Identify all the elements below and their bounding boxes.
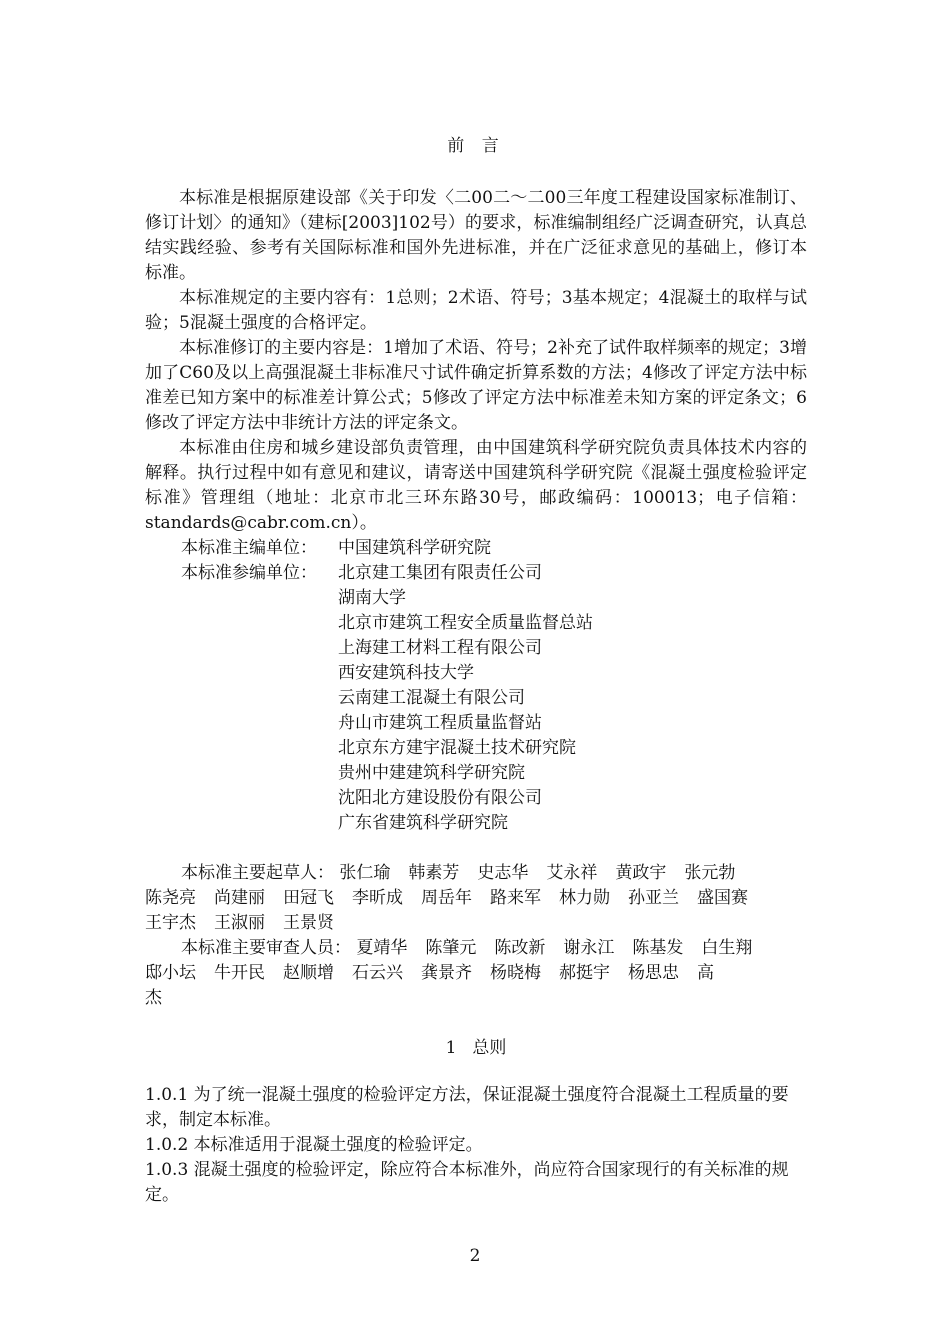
drafters-name: 李昕成 bbox=[352, 888, 403, 908]
reviewers-block bbox=[145, 936, 807, 1011]
reviewers-name: 赵顺增 bbox=[283, 963, 334, 983]
participating-units-label: 本标准参编单位： bbox=[181, 563, 317, 583]
preface-paragraph: 本标准修订的主要内容是：1增加了术语、符号；2补充了试件取样频率的规定；3增加了C60及以上高强混凝土非标准尺寸试件确定折算系数的方法；4修改了评定方法中标准差已知方案中的标准差计算公式；5修改了评定方法中标准差未知方案的评定条文；6修改了评定方法中非统计方法的评定条文。 bbox=[145, 338, 807, 433]
participating-unit: 贵州中建建筑科学研究院 bbox=[338, 763, 525, 783]
drafters-name: 盛国赛 bbox=[697, 888, 748, 908]
drafters-line bbox=[145, 861, 807, 886]
reviewers-line bbox=[145, 936, 807, 961]
chief-unit-row bbox=[145, 536, 807, 561]
drafters-name: 王宇杰 bbox=[145, 913, 196, 933]
drafters-name: 孙亚兰 bbox=[628, 888, 679, 908]
drafters-name: 张元勃 bbox=[684, 863, 736, 883]
participating-unit: 云南建工混凝土有限公司 bbox=[338, 688, 525, 708]
drafters-name: 艾永祥 bbox=[546, 863, 598, 883]
reviewers-name: 夏靖华 bbox=[356, 938, 408, 958]
reviewers-name: 陈基发 bbox=[632, 938, 684, 958]
drafters-name: 张仁瑜 bbox=[339, 863, 391, 883]
participating-unit: 沈阳北方建设股份有限公司 bbox=[338, 788, 542, 808]
page-number: 2 bbox=[469, 1246, 481, 1266]
participating-unit: 舟山市建筑工程质量监督站 bbox=[338, 713, 542, 733]
drafters-name: 尚建丽 bbox=[214, 888, 265, 908]
preface-title: 前 言 bbox=[447, 136, 505, 156]
drafters-name: 韩素芳 bbox=[408, 863, 460, 883]
drafters-name: 林力勋 bbox=[559, 888, 610, 908]
participating-units-list bbox=[145, 586, 807, 836]
drafters-name: 王景贤 bbox=[283, 913, 334, 933]
reviewers-name: 石云兴 bbox=[352, 963, 403, 983]
reviewers-name: 杰 bbox=[145, 988, 162, 1008]
participating-unit: 北京市建筑工程安全质量监督总站 bbox=[338, 613, 593, 633]
reviewers-line bbox=[145, 961, 807, 986]
drafters-name: 陈尧亮 bbox=[145, 888, 196, 908]
drafters-line bbox=[145, 911, 807, 936]
reviewers-name: 郝挺宇 bbox=[559, 963, 610, 983]
drafters-line bbox=[145, 886, 807, 911]
participating-unit: 北京东方建宇混凝土技术研究院 bbox=[338, 738, 576, 758]
chief-unit-name: 中国建筑科学研究院 bbox=[338, 538, 491, 558]
preface-paragraph: 本标准是根据原建设部《关于印发〈二00二～二00三年度工程建设国家标准制订、修订计划〉的通知》（建标[2003]102号）的要求，标准编制组经广泛调查研究，认真总结实践经验、参考有关国际标准和国外先进标准，并在广泛征求意见的基础上，修订本标准。 bbox=[145, 188, 807, 283]
drafters-name: 黄政宇 bbox=[615, 863, 667, 883]
participating-unit: 湖南大学 bbox=[338, 588, 406, 608]
drafters-name: 史志华 bbox=[477, 863, 529, 883]
reviewers-name: 高 bbox=[697, 963, 714, 983]
section-title-text: 总则 bbox=[472, 1038, 507, 1058]
reviewers-name: 杨晓梅 bbox=[490, 963, 541, 983]
reviewers-name: 龚景齐 bbox=[421, 963, 472, 983]
clause: 1.0.2 本标准适用于混凝土强度的检验评定。 bbox=[145, 1135, 483, 1155]
reviewers-name: 陈肇元 bbox=[425, 938, 477, 958]
spacer bbox=[145, 836, 807, 861]
participating-unit: 广东省建筑科学研究院 bbox=[338, 813, 508, 833]
reviewers-name: 杨思忠 bbox=[628, 963, 679, 983]
reviewers-name: 陈改新 bbox=[494, 938, 546, 958]
drafters-name: 路来军 bbox=[490, 888, 541, 908]
clause: 1.0.1 为了统一混凝土强度的检验评定方法，保证混凝土强度符合混凝土工程质量的要求，制定本标准。 bbox=[145, 1085, 789, 1130]
participating-unit: 北京建工集团有限责任公司 bbox=[338, 563, 542, 583]
reviewers-label: 本标准主要审查人员： bbox=[181, 938, 351, 958]
drafters-label: 本标准主要起草人： bbox=[181, 863, 334, 883]
preface-paragraph: 本标准规定的主要内容有：1总则；2术语、符号；3基本规定；4混凝土的取样与试验；5混凝土强度的合格评定。 bbox=[145, 288, 807, 333]
clause: 1.0.3 混凝土强度的检验评定，除应符合本标准外，尚应符合国家现行的有关标准的规定。 bbox=[145, 1160, 789, 1205]
reviewers-name: 谢永江 bbox=[563, 938, 615, 958]
reviewers-name: 牛开民 bbox=[214, 963, 265, 983]
chief-unit-label: 本标准主编单位： bbox=[181, 538, 317, 558]
drafters-name: 周岳年 bbox=[421, 888, 472, 908]
preface-paragraph: 本标准由住房和城乡建设部负责管理，由中国建筑科学研究院负责具体技术内容的解释。执行过程中如有意见和建议，请寄送中国建筑科学研究院《混凝土强度检验评定标准》管理组（地址：北京市北三环东路30号，邮政编码：100013；电子信箱：standards@cabr.com.cn）。 bbox=[145, 438, 807, 533]
drafters-block bbox=[145, 861, 807, 936]
participating-unit: 上海建工材料工程有限公司 bbox=[338, 638, 542, 658]
page-content bbox=[145, 134, 807, 1208]
drafters-name: 田冠飞 bbox=[283, 888, 334, 908]
participating-units-row bbox=[145, 561, 807, 586]
participating-unit: 西安建筑科技大学 bbox=[338, 663, 474, 683]
section-title bbox=[145, 1036, 807, 1061]
reviewers-line bbox=[145, 986, 807, 1011]
section-number: 1 bbox=[445, 1038, 457, 1058]
reviewers-name: 邸小坛 bbox=[145, 963, 196, 983]
drafters-name: 王淑丽 bbox=[214, 913, 265, 933]
reviewers-name: 白生翔 bbox=[701, 938, 753, 958]
